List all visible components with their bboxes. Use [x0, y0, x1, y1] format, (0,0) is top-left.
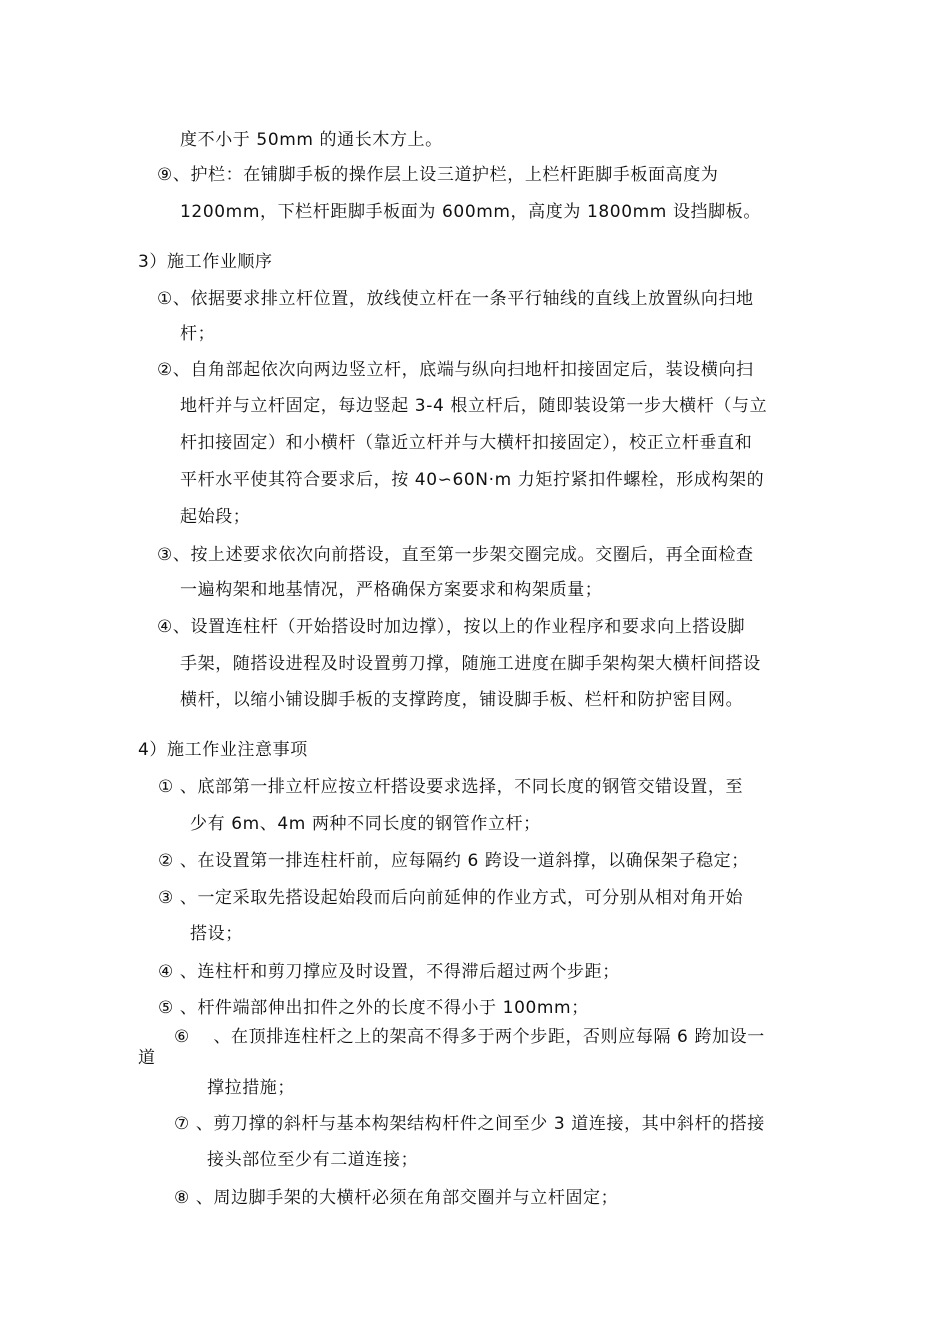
text-line: 1200mm，下栏杆距脚手板面为 600mm，高度为 1800mm 设挡脚板。	[180, 202, 761, 222]
list-item-1: ①、依据要求排立杆位置，放线使立杆在一条平行轴线的直线上放置纵向扫地	[157, 289, 754, 309]
list-item-9-guardrail: ⑨、护栏：在铺脚手板的操作层上设三道护栏，上栏杆距脚手板面高度为	[157, 165, 719, 185]
notice-item-7: ⑦ 、剪刀撑的斜杆与基本构架结构杆件之间至少 3 道连接，其中斜杆的搭接	[174, 1114, 765, 1134]
text-line: 横杆，以缩小铺设脚手板的支撑跨度，铺设脚手板、栏杆和防护密目网。	[180, 690, 744, 710]
list-item-3: ③、按上述要求依次向前搭设，直至第一步架交圈完成。交圈后，再全面检查	[157, 545, 754, 565]
text-line: 地杆并与立杆固定，每边竖起 3-4 根立杆后，随即装设第一步大横杆（与立	[180, 396, 768, 416]
text-line: 撑拉措施；	[207, 1078, 295, 1098]
text-line: 搭设；	[190, 924, 243, 944]
notice-item-3: ③ 、一定采取先搭设起始段而后向前延伸的作业方式，可分别从相对角开始	[158, 888, 744, 908]
text-line: 平杆水平使其符合要求后，按 40∽60N·m 力矩拧紧扣件螺栓，形成构架的	[180, 470, 765, 490]
text-line: 度不小于 50mm 的通长木方上。	[180, 130, 443, 150]
notice-item-4: ④ 、连柱杆和剪刀撑应及时设置，不得滞后超过两个步距；	[158, 962, 620, 982]
text-line: 道	[138, 1048, 156, 1068]
notice-item-5: ⑤ 、杆件端部伸出扣件之外的长度不得小于 100mm；	[158, 998, 589, 1018]
text-line: 一遍构架和地基情况，严格确保方案要求和构架质量；	[180, 580, 603, 600]
notice-item-2: ② 、在设置第一排连柱杆前，应每隔约 6 跨设一道斜撑，以确保架子稳定；	[158, 851, 749, 871]
list-item-2: ②、自角部起依次向两边竖立杆，底端与纵向扫地杆扣接固定后，装设横向扫	[157, 360, 754, 380]
section-heading-3: 3）施工作业顺序	[138, 252, 273, 272]
text-line: 杆；	[180, 324, 216, 344]
section-heading-4: 4）施工作业注意事项	[138, 740, 308, 760]
notice-item-8: ⑧ 、周边脚手架的大横杆必须在角部交圈并与立杆固定；	[174, 1188, 619, 1208]
text-line: 接头部位至少有二道连接；	[207, 1150, 419, 1170]
text-line: 手架，随搭设进程及时设置剪刀撑，随施工进度在脚手架构架大横杆间搭设	[180, 654, 761, 674]
text-line: 起始段；	[180, 507, 251, 527]
list-item-4: ④、设置连柱杆（开始搭设时加边撑），按以上的作业程序和要求向上搭设脚	[157, 617, 746, 637]
notice-item-6: ⑥ 、在顶排连柱杆之上的架高不得多于两个步距，否则应每隔 6 跨加设一	[174, 1027, 765, 1047]
notice-item-1: ① 、底部第一排立杆应按立杆搭设要求选择，不同长度的钢管交错设置，至	[158, 777, 744, 797]
text-line: 杆扣接固定）和小横杆（靠近立杆并与大横杆扣接固定），校正立杆垂直和	[180, 433, 753, 453]
text-line: 少有 6m、4m 两种不同长度的钢管作立杆；	[190, 814, 541, 834]
